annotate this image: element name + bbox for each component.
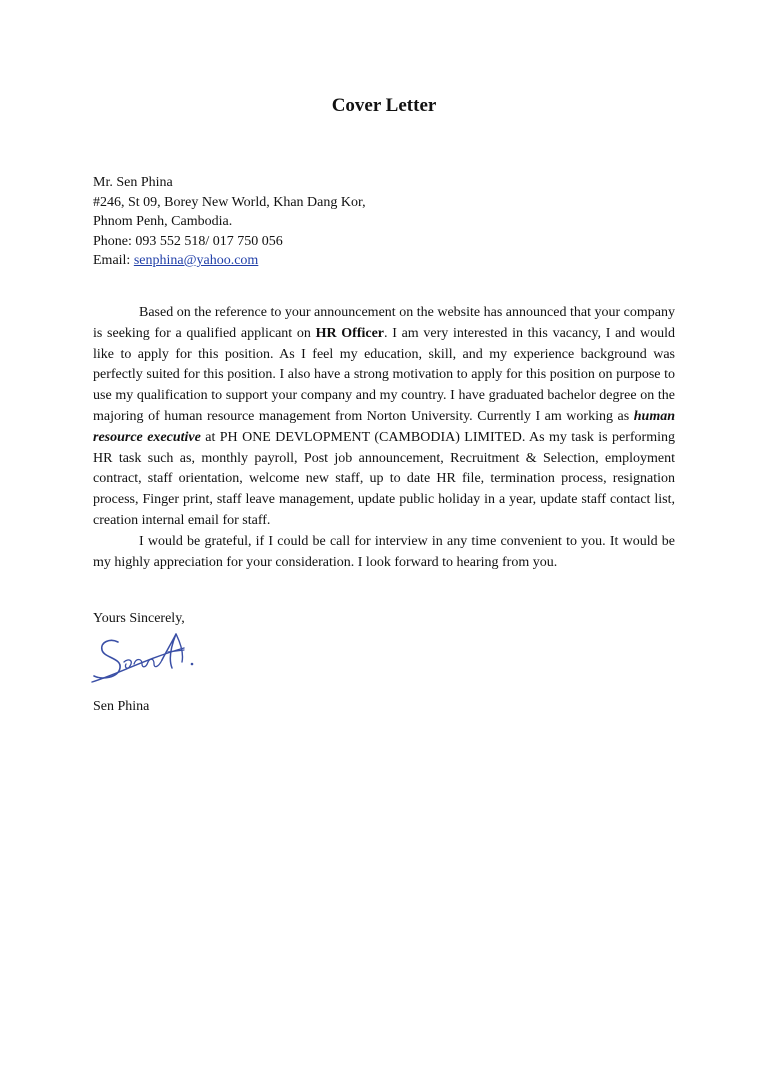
sender-email-row — [93, 251, 683, 271]
paragraph1-part2: . I am very interested in this vacancy, I and would like to apply for this position. As I feel my education, skill, and my experience background was perfectly suited for this position. I also have a strong motivation to apply for this position on purpose to use my qualification to support your company and my country. I have graduated bachelor degree on the majoring of human resource management from Norton University. Currently I am working as — [93, 325, 675, 424]
closing-salutation: Yours Sincerely, — [93, 611, 185, 626]
sender-address-line1: #246, St 09, Borey New World, Khan Dang Kor, — [93, 194, 366, 210]
paragraph1-part1: Based on the reference to your announcement on the website has announced that your company is seeking for a qualified applicant on — [93, 305, 675, 341]
paragraph1-part3: at PH ONE DEVLOPMENT (CAMBODIA) LIMITED. As my task is performing HR task such as, monthly payroll, Post job announcement, Recruitment & Selection, employment contract, staff orientation, welcome new staff, up to date HR file, termination process, resignation process, Finger print, staff leave management, update public holiday in a year, update staff contact list, creation internal email for staff. — [93, 429, 675, 528]
body-paragraph-1 — [93, 303, 675, 532]
letter-body — [93, 303, 675, 573]
sender-block — [93, 173, 683, 271]
page-title: Cover Letter — [331, 95, 437, 116]
sender-phone: Phone: 093 552 518/ 017 750 056 — [93, 233, 283, 249]
sender-email-label: Email: — [93, 253, 131, 268]
signature-icon — [88, 628, 208, 692]
sender-email-link[interactable]: senphina@yahoo.com — [133, 253, 259, 268]
sender-address-line2: Phnom Penh, Cambodia. — [93, 214, 233, 229]
signer-name: Sen Phina — [93, 699, 150, 714]
current-role: human resource executive — [93, 408, 675, 445]
body-paragraph-2: I would be grateful, if I could be call for interview in any time convenient to you. It would be my highly appreciation for your consideration. I look forward to hearing from you. — [93, 533, 675, 570]
position-applied: HR Officer — [315, 325, 385, 341]
sender-name: Mr. Sen Phina — [93, 175, 173, 190]
